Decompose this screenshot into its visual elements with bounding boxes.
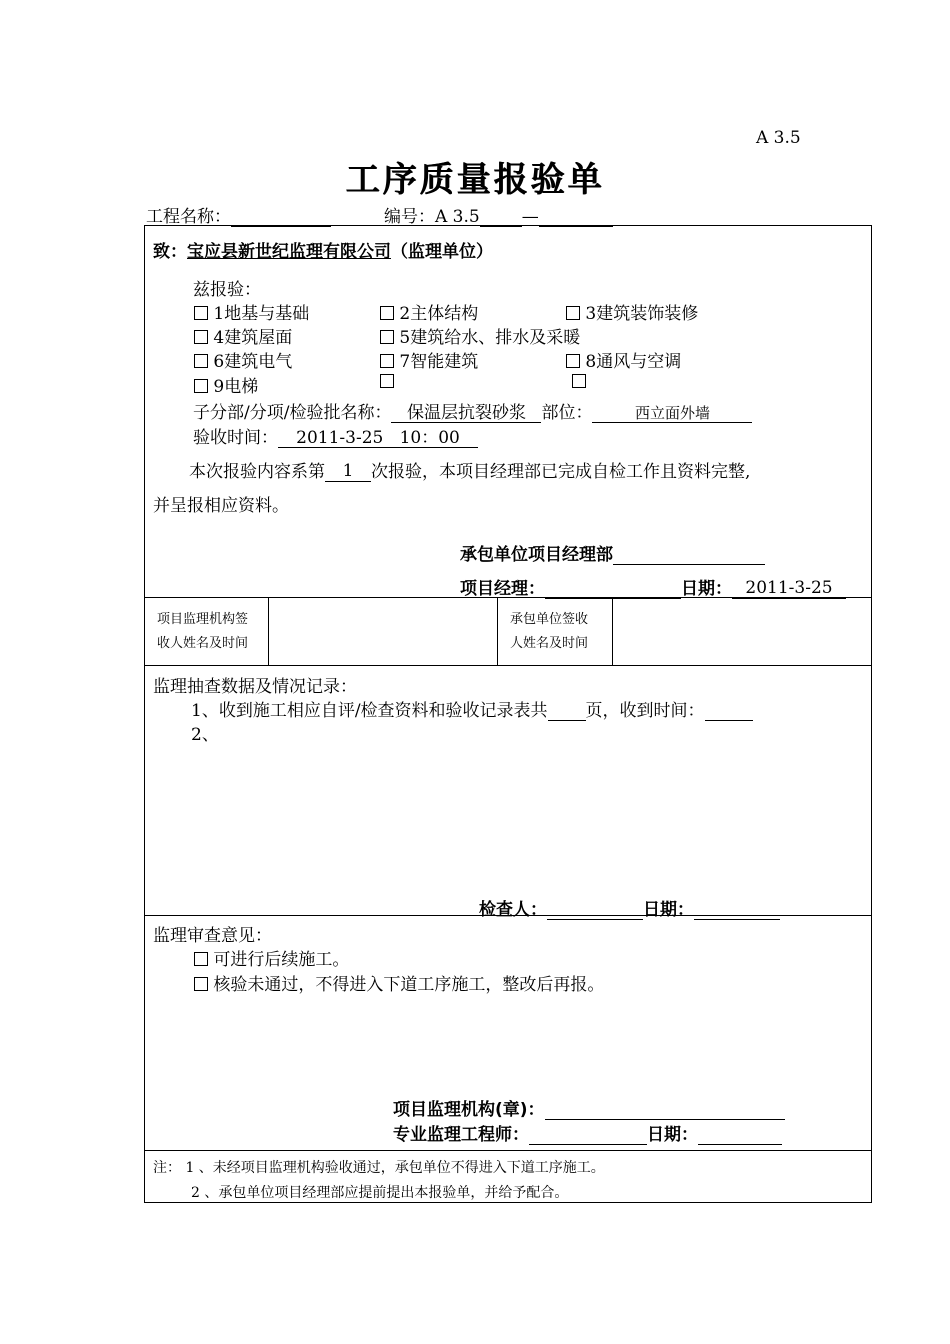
check-item-7[interactable] xyxy=(380,347,478,372)
checkbox-icon xyxy=(194,977,208,991)
report-count-input[interactable]: 1 xyxy=(325,462,371,482)
contractor-receipt-label xyxy=(498,598,612,656)
check-item-label: 6建筑电气 xyxy=(213,352,293,372)
number-label: 编号： xyxy=(384,207,435,227)
check-item-5[interactable] xyxy=(380,323,580,348)
application-section xyxy=(145,226,872,598)
check-item-label: 8通风与空调 xyxy=(585,352,682,372)
acceptance-time-label: 验收时间： xyxy=(193,428,278,448)
manager-sign-line xyxy=(460,574,846,599)
engineer-date-label: 日期： xyxy=(647,1125,698,1145)
supervisor-receipt-l1: 项目监理机构签 xyxy=(157,612,249,627)
checkbox-icon xyxy=(194,306,208,320)
check-item-3[interactable] xyxy=(566,299,698,324)
manager-signature[interactable] xyxy=(545,579,681,599)
checkbox-icon xyxy=(194,330,208,344)
check-item-4[interactable] xyxy=(194,323,292,348)
statement-before: 本次报验内容系第 xyxy=(189,462,325,482)
review-option-approve-label: 可进行后续施工。 xyxy=(213,950,350,970)
manager-date-label: 日期： xyxy=(681,579,732,599)
page-count-input[interactable] xyxy=(548,703,586,721)
manager-label: 项目经理： xyxy=(460,579,545,599)
number-prefix: A 3.5 xyxy=(435,207,480,227)
subitem-line xyxy=(193,398,752,423)
check-item-2[interactable] xyxy=(380,299,478,324)
check-item-label: 2主体结构 xyxy=(399,304,479,324)
supervisor-receipt-label-cell xyxy=(145,598,269,666)
contractor-receipt-input[interactable] xyxy=(613,598,872,666)
acceptance-time-input[interactable]: 2011-3-25 10：00 xyxy=(278,429,478,448)
check-item-label: 3建筑装饰装修 xyxy=(585,304,699,324)
check-item-6[interactable] xyxy=(194,347,292,372)
subitem-label: 子分部/分项/检验批名称： xyxy=(193,403,392,423)
location-input[interactable]: 西立面外墙 xyxy=(592,404,752,423)
recipient-prefix: 致： xyxy=(153,242,187,262)
inspection-item-2: 2、 xyxy=(191,725,219,745)
review-option-approve[interactable] xyxy=(194,945,349,970)
note-line-2: 2 、承包单位项目经理部应提前提出本报验单，并给予配合。 xyxy=(191,1185,569,1201)
inspection-heading: 监理抽查数据及情况记录： xyxy=(153,677,357,697)
supervisor-receipt-l2: 收人姓名及时间 xyxy=(157,636,249,651)
intro-text: 兹报验： xyxy=(193,280,261,300)
check-item-1[interactable] xyxy=(194,299,309,324)
manager-date-input[interactable]: 2011-3-25 xyxy=(732,579,846,599)
contractor-dept-signature[interactable] xyxy=(613,545,765,565)
check-item-label: 1地基与基础 xyxy=(213,304,310,324)
contractor-receipt-l2: 人姓名及时间 xyxy=(510,636,589,651)
check-item-blank-1[interactable] xyxy=(380,372,394,392)
inspector-date-label: 日期： xyxy=(643,900,694,920)
supervision-org-label: 项目监理机构(章)： xyxy=(393,1100,545,1120)
review-heading: 监理审查意见： xyxy=(153,926,272,946)
acceptance-time-line xyxy=(193,423,478,448)
recipient-line xyxy=(153,237,493,262)
contractor-receipt-l1: 承包单位签收 xyxy=(510,612,589,627)
recipient-suffix: （监理单位） xyxy=(391,242,493,262)
review-section xyxy=(145,916,872,1151)
engineer-signature[interactable] xyxy=(529,1125,647,1145)
statement-line-2: 并呈报相应资料。 xyxy=(153,496,289,516)
note-line-1: 注： 1 、未经项目监理机构验收通过，承包单位不得进入下道工序施工。 xyxy=(153,1160,605,1176)
inspection-item-1 xyxy=(191,696,753,721)
review-option-reject-label: 核验未通过，不得进入下道工序施工，整改后再报。 xyxy=(213,975,605,995)
review-option-reject[interactable] xyxy=(194,970,604,995)
checkbox-icon xyxy=(380,306,394,320)
check-item-label: 9电梯 xyxy=(213,377,259,397)
checkbox-icon xyxy=(194,354,208,368)
inspection-item1-a: 1、收到施工相应自评/检查资料和验收记录表共 xyxy=(191,701,548,721)
checkbox-icon xyxy=(380,354,394,368)
supervision-org-seal[interactable] xyxy=(545,1100,785,1120)
supervision-org-line xyxy=(393,1095,785,1120)
checkbox-icon xyxy=(566,306,580,320)
checkbox-icon xyxy=(380,330,394,344)
check-item-label: 4建筑屋面 xyxy=(213,328,293,348)
check-item-label: 5建筑给水、排水及采暖 xyxy=(399,328,581,348)
checkbox-icon xyxy=(380,374,394,388)
project-name-field xyxy=(146,202,331,227)
check-item-9[interactable] xyxy=(194,372,258,397)
contractor-dept-line xyxy=(460,540,765,565)
form-code: A 3.5 xyxy=(756,128,801,148)
check-item-blank-2[interactable] xyxy=(572,372,586,392)
check-item-label: 7智能建筑 xyxy=(399,352,479,372)
number-dash: — xyxy=(521,207,539,227)
received-time-input[interactable] xyxy=(705,703,753,721)
inspector-label: 检查人： xyxy=(479,900,547,920)
inspection-item1-b: 页，收到时间： xyxy=(585,701,705,721)
contractor-dept-label: 承包单位项目经理部 xyxy=(460,545,613,565)
supervisor-receipt-label xyxy=(145,598,268,656)
inspection-section xyxy=(145,666,872,920)
checkbox-icon xyxy=(572,374,586,388)
form-number-field xyxy=(384,202,613,227)
statement-line-1 xyxy=(189,457,750,482)
engineer-sign-line xyxy=(393,1120,782,1145)
notes-section xyxy=(145,1151,872,1203)
checkbox-icon xyxy=(566,354,580,368)
location-label: 部位： xyxy=(541,403,593,423)
check-item-8[interactable] xyxy=(566,347,681,372)
checkbox-icon xyxy=(194,379,208,393)
recipient-company: 宝应县新世纪监理有限公司 xyxy=(187,242,391,262)
subitem-name-input[interactable]: 保温层抗裂砂浆 xyxy=(391,404,541,423)
engineer-label: 专业监理工程师： xyxy=(393,1125,529,1145)
inspection-form-table xyxy=(144,225,872,1203)
page-title: 工序质量报验单 xyxy=(345,160,605,200)
checkbox-icon xyxy=(194,952,208,966)
contractor-receipt-label-cell xyxy=(498,598,613,666)
statement-after: 次报验，本项目经理部已完成自检工作且资料完整, xyxy=(371,462,751,482)
project-name-label: 工程名称： xyxy=(146,207,231,227)
engineer-date-input[interactable] xyxy=(698,1125,782,1145)
supervisor-receipt-input[interactable] xyxy=(269,598,498,666)
